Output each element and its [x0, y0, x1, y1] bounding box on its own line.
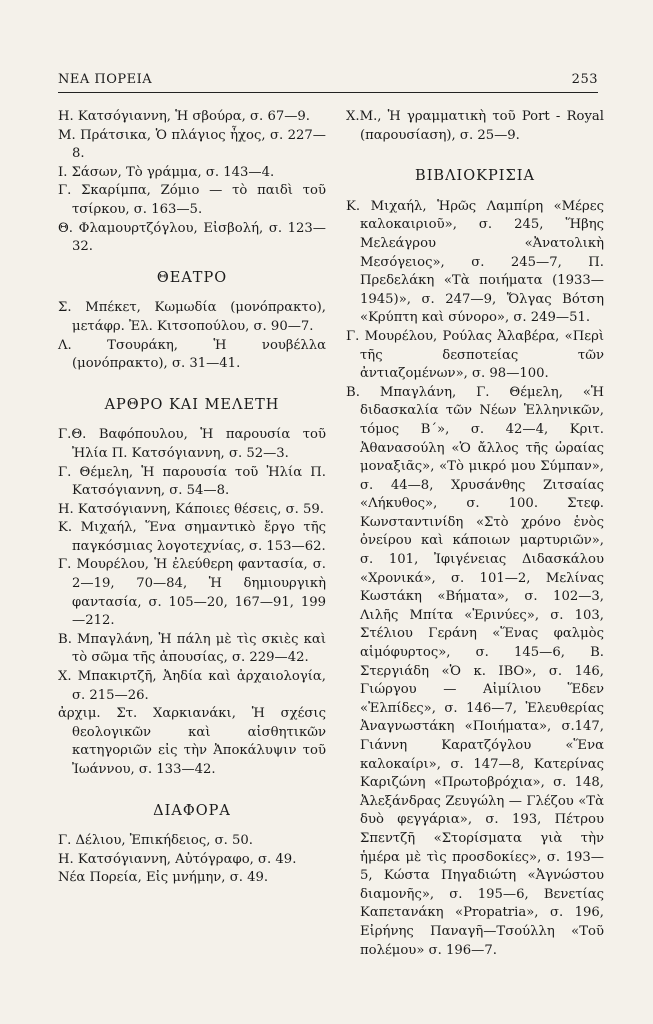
- section-heading-theatre: ΘΕΑΤΡΟ: [156, 269, 228, 286]
- list-item: Μ. Πράτσικα, Ὁ πλάγιος ἦχος, σ. 227—8.: [58, 127, 326, 162]
- left-column: [58, 108, 326, 888]
- list-item: Κ. Μιχαήλ, Ἕνα σημαντικὸ ἔργο τῆς παγκόσμιας λογοτεχνίας, σ. 153—62.: [58, 520, 326, 554]
- list-item: Β. Μπαγλάνη, Ἡ πάλη μὲ τὶς σκιὲς καὶ τὸ σῶμα τῆς ἀπουσίας, σ. 229—42.: [58, 631, 326, 666]
- list-item: Γ.Θ. Βαφόπουλου, Ἡ παρουσία τοῦ Ἠλία Π. Κατσόγιαννη, σ. 52—3.: [58, 427, 326, 461]
- list-item: ἀρχιμ. Στ. Χαρκιανάκι, Ἡ σχέσις θεολογικῶν καὶ αἰσθητικῶν κατηγοριῶν εἰς τὴν Ἀποκάλυψιν τοῦ Ἰωάννου, σ. 133—42.: [58, 706, 326, 777]
- list-item: Νέα Πορεία, Εἰς μνήμην, σ. 49.: [58, 870, 269, 886]
- list-item: Η. Κατσόγιαννη, Αὐτόγραφο, σ. 49.: [58, 851, 297, 867]
- top-entries: [58, 108, 326, 257]
- journal-title: ΝΕΑ ΠΟΡΕΙΑ: [58, 72, 153, 87]
- page-number: 253: [571, 72, 598, 87]
- section-heading-articles: ΑΡΘΡΟ ΚΑΙ ΜΕΛΕΤΗ: [104, 396, 280, 413]
- list-item: Κ. Μιχαήλ, Ἡρῶς Λαμπίρη «Μέρες καλοκαιριοῦ», σ. 245, Ἥβης Μελεάγρου «Ἀνατολικὴ Μεσόγειος», σ. 245—7, Π. Πρεδελάκη «Τὰ ποιήματα (1933—1945)», σ. 247—9, Ὄλγας Βότση «Κρύπτη καὶ σύνορο», σ. 249—51.: [346, 198, 604, 326]
- list-item: Θ. Φλαμουρτζόγλου, Εἰσβολή, σ. 123—32.: [58, 220, 326, 255]
- list-item: Γ. Δέλιου, Ἐπικήδειος, σ. 50.: [58, 833, 253, 849]
- list-item: Γ. Σκαρίμπα, Ζόμιο — τὸ παιδὶ τοῦ τσίρκου, σ. 163—5.: [58, 183, 326, 217]
- list-item: Β. Μπαγλάνη, Γ. Θέμελη, «Ἡ διδασκαλία τῶν Νέων Ἑλληνικῶν, τόμος Β΄», σ. 42—4, Κριτ. Ἀθανασούλη «Ὁ ἄλλος τῆς ὡραίας μοναξιᾶς», «Τὸ μικρό μου Σύμπαν», σ. 44—8, Χρυσάνθης Ζιτσαίας «Λήκυθος», σ. 100. Στεφ. Κωνσταντινίδη «Στὸ χρόνο ἑνὸς ὀνείρου καὶ κάποιων μαρτυριῶν», σ. 101, Ἰφιγένειας Διδασκάλου «Χρονικά», σ. 101—2, Μελίνας Κωστάκη «Βήματα», σ. 102—3, Λιλῆς Μπίτα «Ἐρινύες», σ. 103, Στέλιου Γεράνη «Ἕνας φαλμὸς αἱμόφυρτος», σ. 145—6, Β. Στεργιάδη «Ὁ κ. ΙΒΟ», σ. 146, Γιώργου — Αἰμίλιου Ἕδεν «Ἐλπίδες», σ. 146—7, Ἐλευθερίας Ἀναγνωστάκη «Ποιήματα», σ.147, Γιάννη Καρατζόγλου «Ἕνα καλοκαίρι», σ. 147—8, Κατερίνας Καριζώνη «Πρωτοβρόχια», σ. 148, Ἀλεξάνδρας Ζευγώλη — Γλέζου «Τὰ δυὸ φεγγάρια», σ. 193, Πέτρου Σπεντζῆ «Στορίσματα γιὰ τὴν ἡμέρα μὲ τὶς προσδοκίες», σ. 193—5, Κώστα Πηγαδιώτη «Ἀγνώστου διαμονῆς», σ. 195—6, Βενετίας Καπετανάκη «Propatria», σ. 196, Εἰρήνης Παναγῆ—Τσούλλη «Τοῦ πολέμου» σ. 196—7.: [346, 384, 604, 958]
- running-header: [58, 70, 598, 93]
- section-heading-misc: ΔΙΑΦΟΡΑ: [153, 802, 231, 819]
- list-item: Σ. Μπέκετ, Κωμωδία (μονόπρακτο), μετάφρ. Ἐλ. Κιτσοπούλου, σ. 90—7.: [58, 300, 326, 334]
- right-column: [346, 108, 604, 960]
- list-item: Γ. Μουρέλου, Ρούλας Ἀλαβέρα, «Περὶ τῆς δεσποτείας τῶν ἀντιαζομένων», σ. 98—100.: [346, 328, 604, 382]
- section-heading-reviews: ΒΙΒΛΙΟΚΡΙΣΙΑ: [415, 168, 535, 185]
- list-item: Η. Κατσόγιαννη, Ἡ σβούρα, σ. 67—9.: [58, 109, 310, 124]
- list-item: Λ. Τσουράκη, Ἡ νουβέλλα (μονόπρακτο), σ. 31—41.: [58, 337, 326, 372]
- list-item: Γ. Θέμελη, Ἡ παρουσία τοῦ Ἠλία Π. Κατσόγιαννη, σ. 54—8.: [58, 464, 326, 499]
- list-item: Χ.Μ., Ἡ γραμματικὴ τοῦ Port - Royal (παρουσίαση), σ. 25—9.: [346, 109, 604, 143]
- list-item: Χ. Μπακιρτζῆ, Ἀηδία καὶ ἀρχαιολογία, σ. 215—26.: [58, 669, 326, 703]
- list-item: Ι. Σάσων, Τὸ γράμμα, σ. 143—4.: [58, 164, 275, 180]
- list-item: Η. Κατσόγιαννη, Κάποιες θέσεις, σ. 59.: [58, 501, 325, 517]
- list-item: Γ. Μουρέλου, Ἡ ἐλεύθερη φαντασία, σ. 2—19, 70—84, Ἡ δημιουργικὴ φαντασία, σ. 105—20, 167—91, 199—212.: [58, 557, 326, 629]
